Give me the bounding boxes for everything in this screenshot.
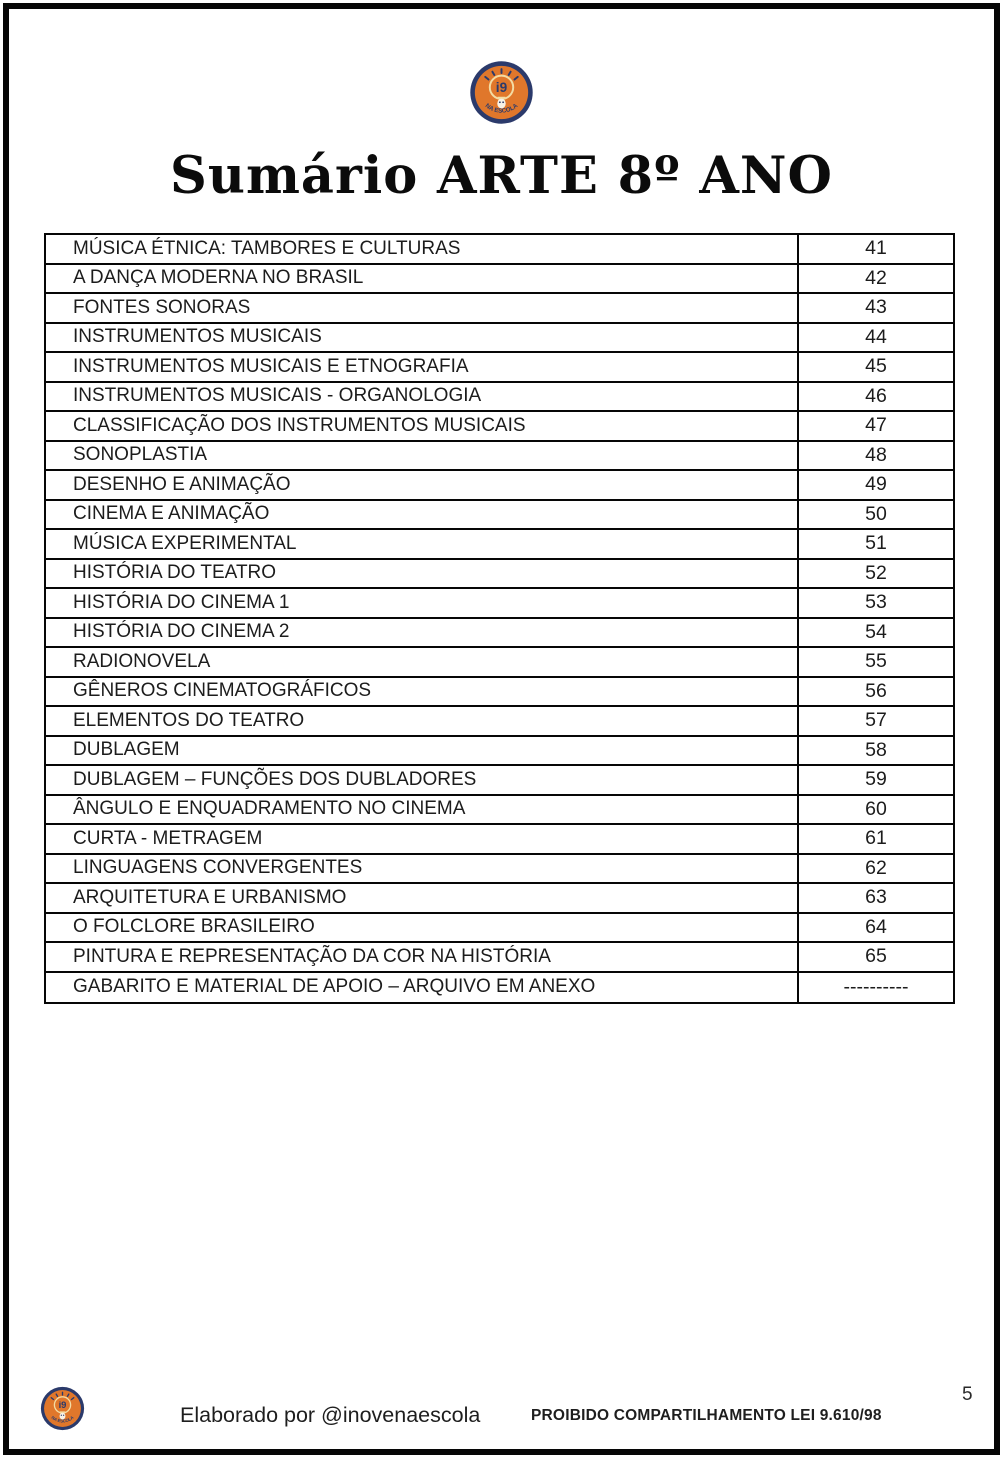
toc-row	[46, 884, 953, 914]
toc-row	[46, 442, 953, 472]
toc-row	[46, 973, 953, 1003]
toc-row	[46, 648, 953, 678]
toc-page: 51	[797, 530, 953, 558]
toc-page: 65	[797, 943, 953, 971]
toc-row	[46, 678, 953, 708]
toc-row	[46, 619, 953, 649]
toc-row	[46, 383, 953, 413]
i9-badge-icon	[40, 1386, 85, 1431]
toc-row	[46, 412, 953, 442]
toc-page: 54	[797, 619, 953, 647]
toc-page: 63	[797, 884, 953, 912]
toc-topic: HISTÓRIA DO TEATRO	[73, 562, 277, 584]
toc-topic: DUBLAGEM – FUNÇÕES DOS DUBLADORES	[73, 768, 477, 790]
toc-row	[46, 324, 953, 354]
toc-page: 41	[797, 235, 953, 263]
toc-page: 49	[797, 471, 953, 499]
toc-row	[46, 914, 953, 944]
toc-page: 50	[797, 501, 953, 529]
logo-i9-text: i9	[58, 1400, 67, 1412]
toc-row	[46, 471, 953, 501]
toc-page: 55	[797, 648, 953, 676]
toc-row	[46, 501, 953, 531]
toc-topic: DUBLAGEM	[73, 739, 180, 761]
toc-topic: INSTRUMENTOS MUSICAIS	[73, 326, 322, 348]
toc-topic: INSTRUMENTOS MUSICAIS E ETNOGRAFIA	[73, 355, 469, 377]
i9-badge-icon	[469, 60, 534, 125]
toc-page: 42	[797, 265, 953, 293]
toc-row	[46, 707, 953, 737]
toc-row	[46, 235, 953, 265]
toc-topic: INSTRUMENTOS MUSICAIS - ORGANOLOGIA	[73, 385, 482, 407]
toc-topic: ELEMENTOS DO TEATRO	[73, 709, 305, 731]
logo-subtext: NA ESCOLA	[50, 1414, 75, 1424]
toc-topic: CINEMA E ANIMAÇÃO	[73, 503, 270, 525]
logo-subtext: NA ESCOLA	[483, 102, 520, 115]
toc-topic: CURTA - METRAGEM	[73, 827, 263, 849]
toc-topic: GÊNEROS CINEMATOGRÁFICOS	[73, 680, 372, 702]
page-title: Sumário ARTE 8º ANO	[170, 146, 833, 206]
toc-row	[46, 855, 953, 885]
toc-page: 61	[797, 825, 953, 853]
toc-row	[46, 943, 953, 973]
page-number: 5	[962, 1384, 973, 1405]
toc-page: 59	[797, 766, 953, 794]
toc-topic: A DANÇA MODERNA NO BRASIL	[73, 267, 364, 289]
toc-topic: HISTÓRIA DO CINEMA 2	[73, 621, 290, 643]
toc-topic: GABARITO E MATERIAL DE APOIO – ARQUIVO EM ANEXO	[73, 976, 596, 998]
toc-topic: O FOLCLORE BRASILEIRO	[73, 916, 315, 938]
toc-topic: RADIONOVELA	[73, 650, 211, 672]
toc-row	[46, 353, 953, 383]
toc-topic: ARQUITETURA E URBANISMO	[73, 886, 347, 908]
toc-topic: ÂNGULO E ENQUADRAMENTO NO CINEMA	[73, 798, 466, 820]
toc-row	[46, 265, 953, 295]
toc-page: 52	[797, 560, 953, 588]
toc-page: 47	[797, 412, 953, 440]
toc-page: 58	[797, 737, 953, 765]
toc-page: 64	[797, 914, 953, 942]
toc-row	[46, 530, 953, 560]
toc-page: 48	[797, 442, 953, 470]
toc-page: 43	[797, 294, 953, 322]
toc-topic: MÚSICA EXPERIMENTAL	[73, 532, 297, 554]
toc-topic: FONTES SONORAS	[73, 296, 251, 318]
toc-topic: PINTURA E REPRESENTAÇÃO DA COR NA HISTÓRIA	[73, 945, 551, 967]
toc-topic: CLASSIFICAÇÃO DOS INSTRUMENTOS MUSICAIS	[73, 414, 526, 436]
toc-topic: HISTÓRIA DO CINEMA 1	[73, 591, 290, 613]
toc-page: 62	[797, 855, 953, 883]
toc-row	[46, 294, 953, 324]
school-logo	[469, 60, 534, 125]
footer-copyright-notice: PROIBIDO COMPARTILHAMENTO LEI 9.610/98	[531, 1407, 882, 1424]
toc-page: 44	[797, 324, 953, 352]
toc-page: 45	[797, 353, 953, 381]
toc-row	[46, 796, 953, 826]
toc-page: 46	[797, 383, 953, 411]
logo-i9-text: i9	[495, 79, 508, 95]
toc-page: ----------	[797, 973, 953, 1003]
toc-table	[44, 233, 955, 1004]
toc-topic: MÚSICA ÉTNICA: TAMBORES E CULTURAS	[73, 237, 461, 259]
toc-row	[46, 589, 953, 619]
toc-topic: LINGUAGENS CONVERGENTES	[73, 857, 363, 879]
toc-page: 53	[797, 589, 953, 617]
toc-topic: DESENHO E ANIMAÇÃO	[73, 473, 291, 495]
toc-row	[46, 737, 953, 767]
toc-page: 57	[797, 707, 953, 735]
toc-page: 60	[797, 796, 953, 824]
toc-page: 56	[797, 678, 953, 706]
footer-credit: Elaborado por @inovenaescola	[180, 1403, 481, 1427]
toc-row	[46, 766, 953, 796]
footer-logo	[40, 1386, 85, 1431]
toc-topic: SONOPLASTIA	[73, 444, 208, 466]
toc-row	[46, 560, 953, 590]
toc-row	[46, 825, 953, 855]
